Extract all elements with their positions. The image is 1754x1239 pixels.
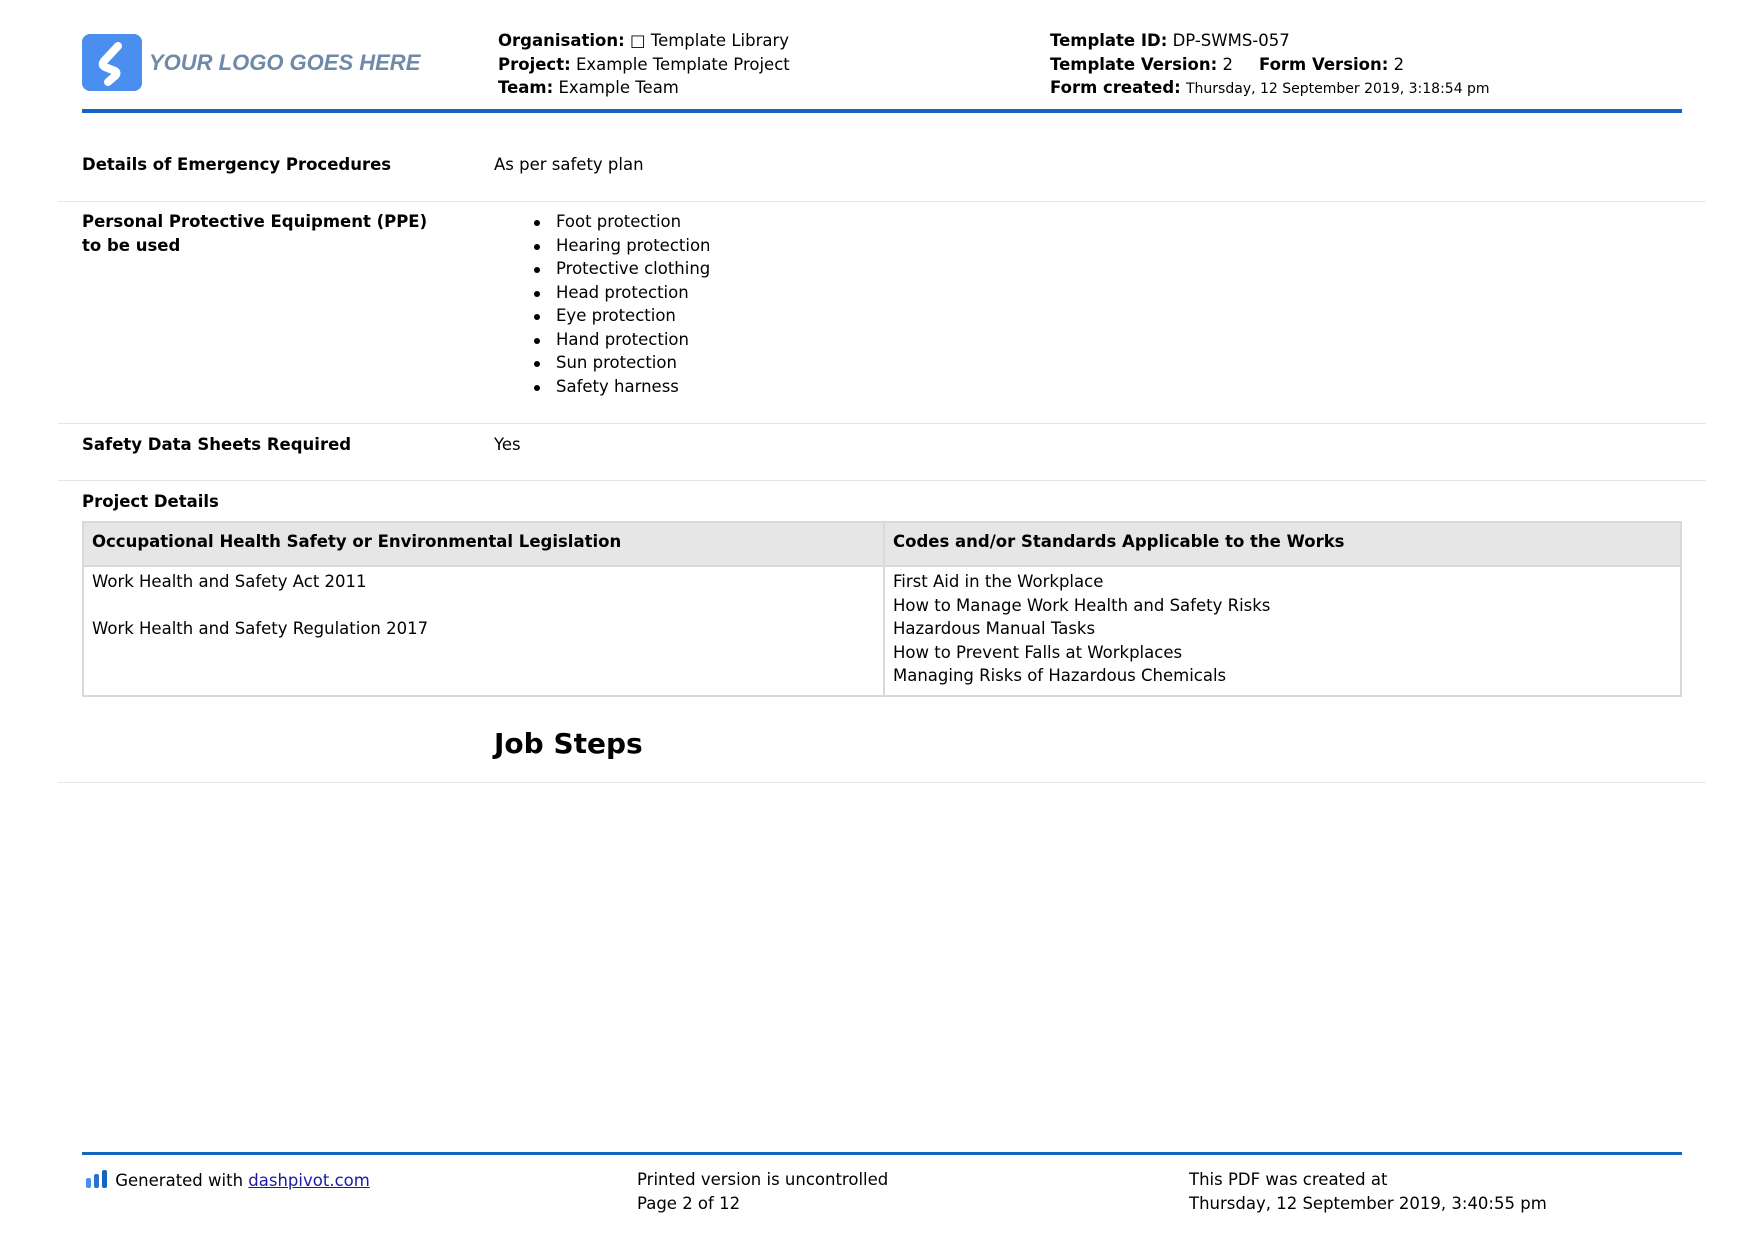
team-label: Team: — [498, 78, 554, 97]
pdf-created-label: This PDF was created at — [1189, 1170, 1388, 1189]
bullet-icon — [534, 220, 540, 226]
code-item: How to Manage Work Health and Safety Risks — [893, 595, 1271, 615]
ppe-item-label: Eye protection — [556, 306, 676, 325]
footer-divider — [82, 1152, 1682, 1155]
team-line — [498, 76, 790, 100]
codes-header: Codes and/or Standards Applicable to the Works — [893, 532, 1345, 551]
generated-prefix: Generated with — [115, 1171, 244, 1190]
code-item: How to Prevent Falls at Workplaces — [893, 642, 1183, 662]
row-divider — [58, 423, 1706, 424]
template-version-label: Template Version: — [1050, 54, 1218, 74]
ppe-label-line2: to be used — [82, 235, 181, 255]
template-id-value: DP-SWMS-057 — [1172, 31, 1290, 50]
organisation-line — [498, 29, 790, 53]
project-details-table — [82, 521, 1682, 697]
form-created-label: Form created: — [1050, 78, 1181, 97]
dashpivot-link[interactable]: dashpivot.com — [248, 1171, 370, 1190]
bullet-icon — [534, 291, 540, 297]
emergency-label: Details of Emergency Procedures — [82, 155, 392, 174]
row-divider — [58, 201, 1706, 202]
ppe-item-label: Hearing protection — [556, 235, 711, 255]
header-left-meta — [498, 29, 790, 100]
bullet-icon — [534, 385, 540, 391]
form-version-label: Form Version: — [1258, 54, 1389, 74]
list-item — [556, 281, 711, 305]
legislation-header: Occupational Health Safety or Environmental Legislation — [92, 532, 622, 551]
logo-s-icon — [82, 34, 142, 91]
list-item — [556, 257, 711, 281]
bullet-icon — [534, 338, 540, 344]
form-created-value: Thursday, 12 September 2019, 3:18:54 pm — [1186, 81, 1490, 97]
code-item: Managing Risks of Hazardous Chemicals — [893, 666, 1227, 685]
section-divider — [58, 782, 1706, 783]
ppe-item-label: Sun protection — [556, 353, 677, 372]
project-details-title: Project Details — [82, 492, 219, 511]
ppe-list — [556, 210, 711, 398]
ppe-label — [82, 210, 427, 257]
header-right-meta — [1050, 29, 1490, 102]
ppe-item-label: Hand protection — [556, 329, 689, 349]
ppe-item-label: Safety harness — [556, 376, 679, 396]
emergency-value: As per safety plan — [494, 155, 644, 174]
printed-note: Printed version is uncontrolled — [637, 1170, 889, 1189]
ppe-label-line1: Personal Protective Equipment (PPE) — [82, 212, 428, 231]
org-icon: □ — [629, 31, 646, 50]
version-line — [1050, 53, 1490, 77]
generated-with — [84, 1168, 370, 1193]
legislation-item: Work Health and Safety Act 2011 — [92, 572, 367, 591]
page-number: Page 2 of 12 — [637, 1193, 741, 1213]
template-id-label: Template ID: — [1050, 31, 1168, 50]
bullet-icon — [534, 267, 540, 273]
footer-right — [1189, 1168, 1547, 1215]
list-item — [556, 328, 711, 352]
list-item — [556, 351, 711, 375]
organisation-value: Template Library — [650, 31, 790, 50]
list-item — [556, 304, 711, 328]
code-item: Hazardous Manual Tasks — [893, 619, 1096, 638]
list-item — [556, 234, 711, 258]
footer-center — [637, 1168, 888, 1215]
pdf-created-value: Thursday, 12 September 2019, 3:40:55 pm — [1189, 1193, 1547, 1213]
project-value: Example Template Project — [575, 54, 790, 74]
logo-text: YOUR LOGO GOES HERE — [149, 50, 421, 75]
team-value: Example Team — [558, 78, 679, 97]
table-column-divider — [883, 523, 885, 695]
template-version-value: 2 — [1222, 54, 1233, 74]
code-item: First Aid in the Workplace — [893, 572, 1104, 591]
ppe-item-label: Protective clothing — [556, 259, 711, 278]
header-divider — [82, 109, 1682, 113]
form-created-line — [1050, 76, 1490, 102]
list-item — [556, 375, 711, 399]
bullet-icon — [534, 244, 540, 250]
ppe-item-label: Foot protection — [556, 212, 682, 231]
project-label: Project: — [498, 54, 571, 74]
ppe-item-label: Head protection — [556, 282, 689, 302]
project-line — [498, 53, 790, 77]
legislation-item: Work Health and Safety Regulation 2017 — [92, 619, 429, 638]
dashpivot-icon — [84, 1168, 110, 1190]
list-item — [556, 210, 711, 234]
sds-value: Yes — [494, 435, 521, 454]
job-steps-heading: Job Steps — [494, 727, 643, 760]
template-id-line — [1050, 29, 1490, 53]
row-divider — [58, 480, 1706, 481]
form-version-value: 2 — [1393, 54, 1405, 74]
sds-label: Safety Data Sheets Required — [82, 435, 352, 454]
organisation-label: Organisation: — [498, 31, 625, 50]
bullet-icon — [534, 314, 540, 320]
bullet-icon — [534, 361, 540, 367]
logo-mark — [82, 34, 142, 91]
